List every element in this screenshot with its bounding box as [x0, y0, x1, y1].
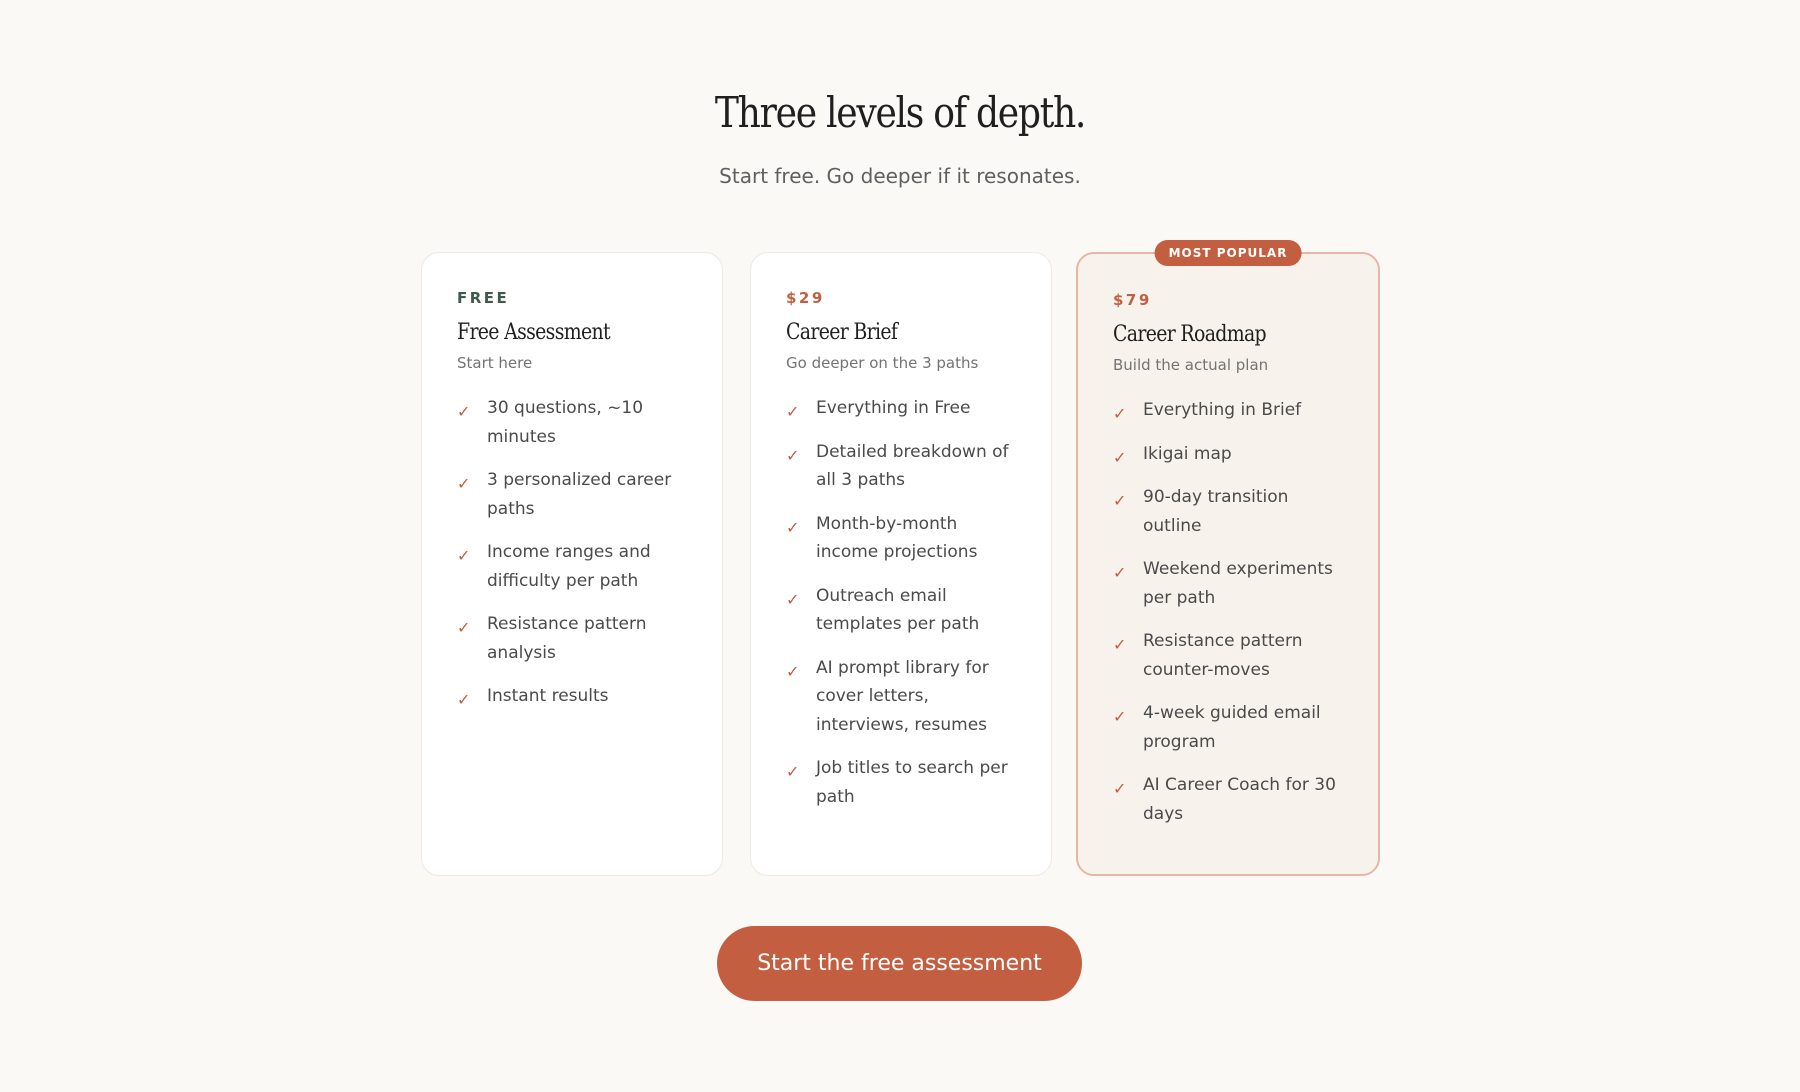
plan-card-brief — [750, 252, 1052, 876]
feature-item — [457, 466, 688, 523]
feature-text: Month-by-month income projections — [816, 513, 978, 562]
section-subtitle: Start free. Go deeper if it resonates. — [719, 164, 1081, 188]
check-icon: ✓ — [457, 546, 471, 565]
feature-text: Job titles to search per path — [816, 758, 1008, 807]
feature-text: Resistance pattern analysis — [487, 614, 647, 663]
check-icon: ✓ — [786, 661, 800, 681]
plan-name: Free Assessment — [457, 320, 610, 345]
plan-tagline: Build the actual plan — [1113, 356, 1269, 374]
check-icon: ✓ — [457, 618, 471, 637]
check-icon: ✓ — [1113, 707, 1127, 726]
plan-name: Career Brief — [786, 320, 898, 345]
feature-item — [786, 510, 1017, 567]
plan-price: $29 — [786, 289, 825, 307]
feature-item — [457, 538, 688, 595]
check-icon: ✓ — [786, 589, 800, 609]
feature-item — [786, 438, 1017, 495]
pricing-cards — [421, 246, 1381, 876]
plan-card-free — [421, 252, 723, 876]
plan-tagline: Go deeper on the 3 paths — [786, 354, 979, 372]
start-assessment-button[interactable]: Start the free assessment — [717, 926, 1082, 1001]
check-icon: ✓ — [786, 517, 800, 537]
feature-text: 3 personalized career paths — [487, 470, 672, 519]
feature-item — [1113, 440, 1344, 469]
feature-item — [457, 394, 688, 451]
most-popular-badge: MOST POPULAR — [1155, 240, 1302, 266]
feature-item — [786, 754, 1017, 811]
feature-text: Everything in Brief — [1143, 400, 1302, 420]
feature-item — [1113, 555, 1344, 612]
feature-text: Outreach email templates per path — [816, 585, 980, 634]
feature-item — [1113, 771, 1344, 828]
feature-text: Ikigai map — [1143, 443, 1232, 464]
feature-text: Detailed breakdown of all 3 paths — [816, 441, 1009, 490]
check-icon: ✓ — [786, 762, 800, 781]
feature-text: Instant results — [487, 686, 609, 706]
plan-name: Career Roadmap — [1113, 322, 1266, 347]
check-icon: ✓ — [1113, 404, 1127, 423]
plan-card-roadmap — [1076, 246, 1380, 876]
feature-item — [457, 682, 688, 711]
feature-item — [1113, 699, 1344, 756]
feature-text: Everything in Free — [816, 398, 971, 418]
check-icon: ✓ — [786, 402, 800, 421]
check-icon: ✓ — [457, 474, 471, 493]
feature-text: AI prompt library for cover letters, interviews, resumes — [816, 657, 989, 735]
feature-text: Resistance pattern counter-moves — [1143, 631, 1303, 680]
feature-item — [786, 394, 1017, 423]
check-icon: ✓ — [1113, 779, 1127, 798]
check-icon: ✓ — [1113, 447, 1127, 467]
feature-item — [1113, 483, 1344, 540]
check-icon: ✓ — [786, 445, 800, 465]
feature-item — [1113, 396, 1344, 425]
feature-text: Income ranges and difficulty per path — [487, 542, 651, 591]
check-icon: ✓ — [1113, 491, 1127, 510]
feature-text: Weekend experiments per path — [1143, 559, 1333, 608]
feature-item — [786, 582, 1017, 639]
feature-text: AI Career Coach for 30 days — [1143, 775, 1336, 824]
feature-text: 90-day transition outline — [1143, 487, 1289, 536]
feature-item — [1113, 627, 1344, 684]
check-icon: ✓ — [457, 690, 471, 709]
plan-price: FREE — [457, 289, 510, 307]
check-icon: ✓ — [1113, 563, 1127, 582]
feature-item — [457, 610, 688, 667]
section-title: Three levels of depth. — [714, 88, 1086, 137]
feature-list — [786, 394, 1017, 811]
plan-tagline: Start here — [457, 354, 533, 372]
plan-price: $79 — [1113, 291, 1152, 309]
feature-text: 30 questions, ~10 minutes — [487, 398, 644, 447]
feature-text: 4-week guided email program — [1143, 703, 1321, 752]
check-icon: ✓ — [1113, 635, 1127, 654]
feature-list — [1113, 396, 1344, 828]
feature-list — [457, 394, 688, 711]
check-icon: ✓ — [457, 402, 471, 421]
feature-item — [786, 654, 1017, 740]
